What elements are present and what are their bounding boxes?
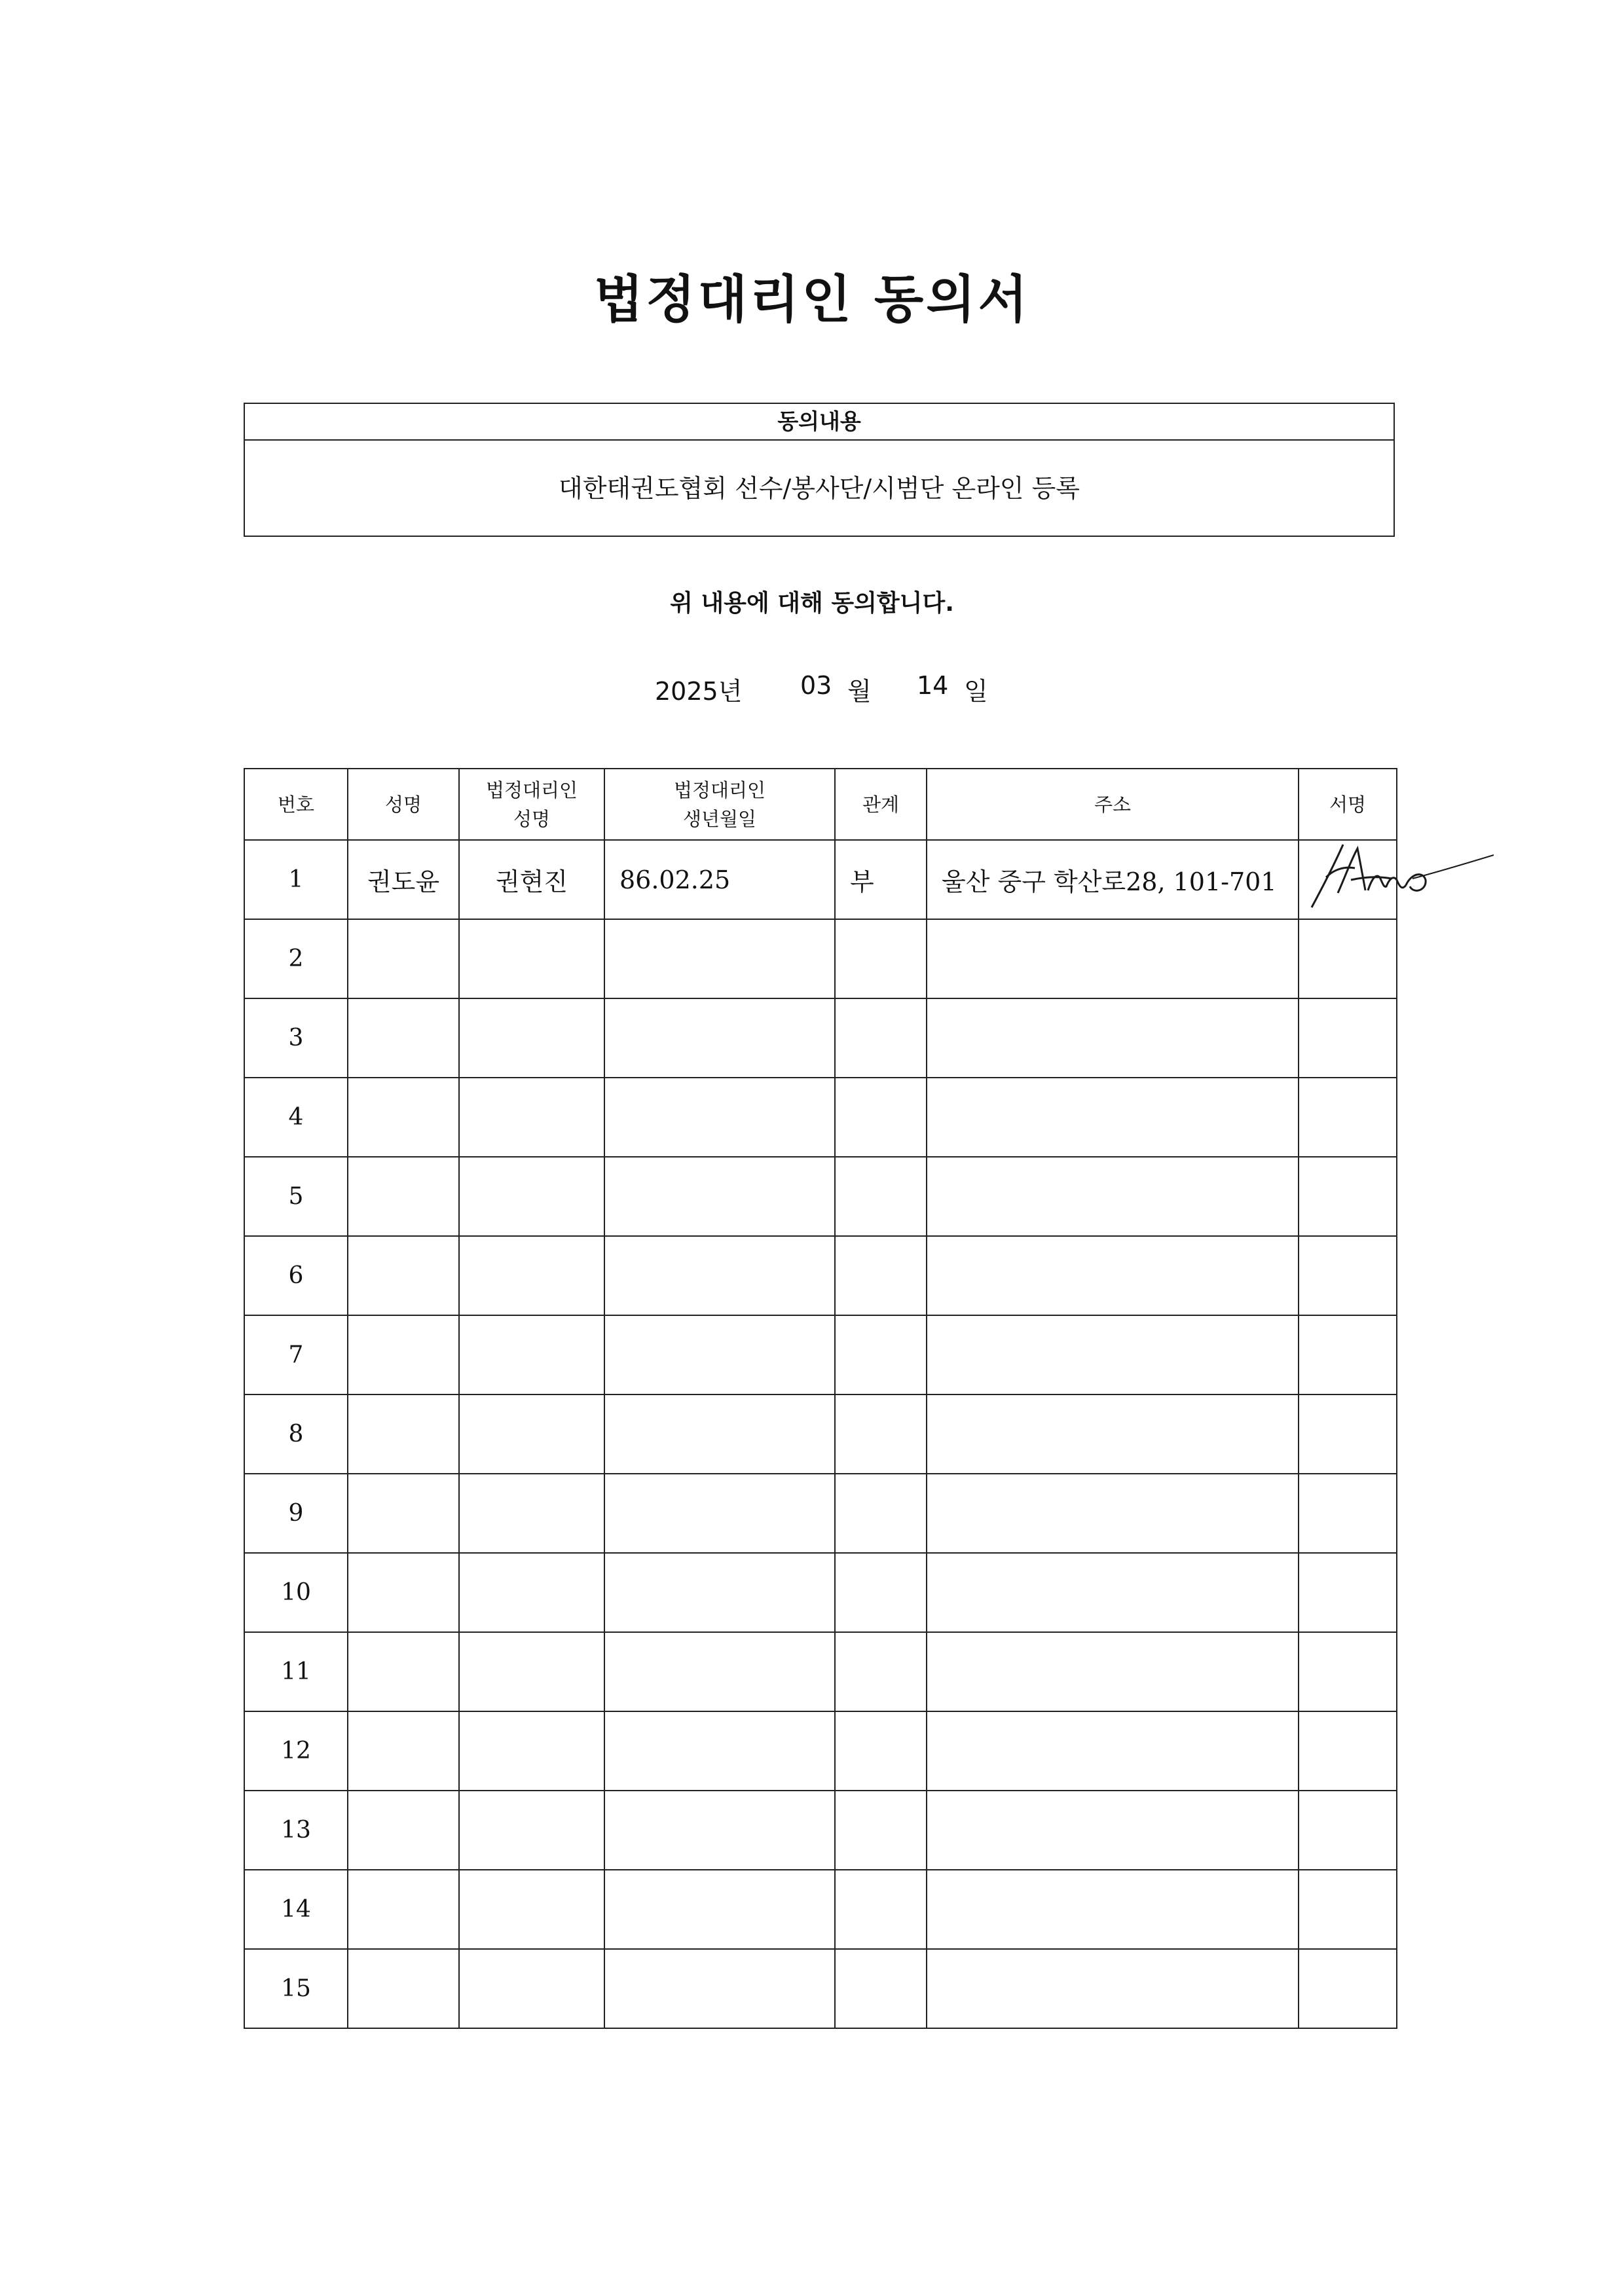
table-row <box>244 1315 1397 1394</box>
cell-guardian-name <box>459 1553 604 1632</box>
date-year: 2025년 <box>655 677 743 706</box>
cell-relation <box>835 1236 927 1315</box>
cell-address: 울산 중구 학산로28, 101-701 <box>927 840 1299 919</box>
cell-guardian-birth <box>604 1315 835 1394</box>
cell-guardian-birth <box>604 1632 835 1711</box>
cell-guardian-birth: 86.02.25 <box>604 840 835 919</box>
table-row <box>244 1711 1397 1791</box>
cell-guardian-name <box>459 1711 604 1791</box>
cell-guardian-name <box>459 1157 604 1236</box>
table-row <box>244 1553 1397 1632</box>
cell-number: 6 <box>244 1236 348 1315</box>
cell-relation <box>835 1870 927 1949</box>
document-title: 법정대리인 동의서 <box>594 270 1030 329</box>
cell-name <box>348 1474 459 1553</box>
cell-number: 14 <box>244 1870 348 1949</box>
cell-address <box>927 998 1299 1078</box>
cell-relation <box>835 1474 927 1553</box>
header-guardian-name-line1: 법정대리인 <box>485 778 578 801</box>
date-day: 14 <box>917 671 949 700</box>
header-guardian-birth-line2: 생년월일 <box>682 807 757 830</box>
cell-guardian-birth <box>604 1791 835 1870</box>
cell-signature <box>1299 1791 1397 1870</box>
cell-number: 1 <box>244 840 348 919</box>
header-guardian-name <box>459 769 604 840</box>
cell-number: 10 <box>244 1553 348 1632</box>
cell-address <box>927 1315 1299 1394</box>
cell-guardian-birth <box>604 1474 835 1553</box>
table-row <box>244 1394 1397 1474</box>
cell-signature <box>1299 1474 1397 1553</box>
cell-relation <box>835 1632 927 1711</box>
cell-name <box>348 1632 459 1711</box>
cell-signature <box>1299 1711 1397 1791</box>
cell-relation <box>835 1949 927 2028</box>
cell-guardian-name <box>459 1078 604 1157</box>
cell-name <box>348 1315 459 1394</box>
cell-address <box>927 1791 1299 1870</box>
cell-signature <box>1299 1632 1397 1711</box>
cell-address <box>927 1078 1299 1157</box>
consent-content-body: 대한태권도협회 선수/봉사단/시범단 온라인 등록 <box>558 474 1080 503</box>
cell-name <box>348 1078 459 1157</box>
cell-guardian-birth <box>604 1711 835 1791</box>
table-row <box>244 1870 1397 1949</box>
cell-guardian-birth <box>604 1236 835 1315</box>
cell-name <box>348 1394 459 1474</box>
cell-name <box>348 919 459 998</box>
cell-signature <box>1299 1870 1397 1949</box>
cell-name <box>348 1236 459 1315</box>
cell-guardian-name: 권현진 <box>459 840 604 919</box>
cell-guardian-name <box>459 1474 604 1553</box>
cell-number: 13 <box>244 1791 348 1870</box>
cell-guardian-name <box>459 1315 604 1394</box>
cell-guardian-birth <box>604 1078 835 1157</box>
table-row <box>244 919 1397 998</box>
cell-name <box>348 998 459 1078</box>
cell-number: 11 <box>244 1632 348 1711</box>
cell-guardian-birth <box>604 1949 835 2028</box>
cell-address <box>927 1711 1299 1791</box>
cell-guardian-name <box>459 1236 604 1315</box>
cell-number: 9 <box>244 1474 348 1553</box>
cell-signature <box>1299 1315 1397 1394</box>
cell-relation <box>835 1315 927 1394</box>
cell-address <box>927 1870 1299 1949</box>
cell-guardian-birth <box>604 1553 835 1632</box>
header-address: 주소 <box>927 769 1299 840</box>
date-day-unit: 일 <box>964 677 988 706</box>
cell-name <box>348 1157 459 1236</box>
table-row <box>244 1157 1397 1236</box>
handwritten-signature <box>1300 830 1496 915</box>
cell-signature <box>1299 998 1397 1078</box>
table-row <box>244 840 1397 919</box>
cell-relation <box>835 919 927 998</box>
cell-guardian-birth <box>604 919 835 998</box>
table-row <box>244 1078 1397 1157</box>
cell-relation <box>835 1711 927 1791</box>
cell-signature <box>1299 919 1397 998</box>
cell-address <box>927 1632 1299 1711</box>
cell-address <box>927 1157 1299 1236</box>
cell-guardian-name <box>459 1791 604 1870</box>
cell-name <box>348 1949 459 2028</box>
cell-number: 7 <box>244 1315 348 1394</box>
cell-number: 8 <box>244 1394 348 1474</box>
cell-number: 12 <box>244 1711 348 1791</box>
cell-signature <box>1299 1394 1397 1474</box>
cell-relation: 부 <box>835 840 927 919</box>
cell-guardian-name <box>459 1870 604 1949</box>
date-month-unit: 월 <box>847 677 872 706</box>
cell-relation <box>835 1394 927 1474</box>
table-row <box>244 1236 1397 1315</box>
cell-relation <box>835 1157 927 1236</box>
guardian-registry-table <box>244 768 1397 2029</box>
header-signature: 서명 <box>1299 769 1397 840</box>
header-name: 성명 <box>348 769 459 840</box>
cell-guardian-name <box>459 919 604 998</box>
table-row <box>244 1949 1397 2028</box>
header-guardian-name-line2: 성명 <box>513 807 551 830</box>
consent-content-box <box>244 403 1395 537</box>
cell-guardian-name <box>459 1949 604 2028</box>
cell-relation <box>835 1078 927 1157</box>
table-row <box>244 1474 1397 1553</box>
cell-number: 3 <box>244 998 348 1078</box>
cell-address <box>927 1394 1299 1474</box>
header-guardian-birth <box>604 769 835 840</box>
cell-address <box>927 1474 1299 1553</box>
cell-guardian-birth <box>604 1870 835 1949</box>
cell-name <box>348 1553 459 1632</box>
cell-address <box>927 1553 1299 1632</box>
cell-signature <box>1299 1078 1397 1157</box>
cell-signature <box>1299 1157 1397 1236</box>
cell-guardian-name <box>459 1632 604 1711</box>
agreement-statement: 위 내용에 대해 동의합니다. <box>670 590 954 617</box>
cell-signature <box>1299 1236 1397 1315</box>
cell-name <box>348 1791 459 1870</box>
header-guardian-birth-line1: 법정대리인 <box>673 778 766 801</box>
cell-number: 15 <box>244 1949 348 2028</box>
cell-guardian-birth <box>604 998 835 1078</box>
header-relation: 관계 <box>835 769 927 840</box>
table-row <box>244 998 1397 1078</box>
cell-relation <box>835 998 927 1078</box>
cell-relation <box>835 1553 927 1632</box>
table-row <box>244 1791 1397 1870</box>
cell-guardian-birth <box>604 1394 835 1474</box>
cell-address <box>927 919 1299 998</box>
cell-guardian-name <box>459 998 604 1078</box>
consent-content-header: 동의내용 <box>245 404 1393 441</box>
cell-name <box>348 1870 459 1949</box>
table-header-row <box>244 769 1397 840</box>
cell-number: 4 <box>244 1078 348 1157</box>
cell-name <box>348 1711 459 1791</box>
cell-guardian-name <box>459 1394 604 1474</box>
cell-signature <box>1299 1553 1397 1632</box>
cell-guardian-birth <box>604 1157 835 1236</box>
cell-relation <box>835 1791 927 1870</box>
cell-number: 2 <box>244 919 348 998</box>
table-row <box>244 1632 1397 1711</box>
cell-signature <box>1299 1949 1397 2028</box>
cell-number: 5 <box>244 1157 348 1236</box>
cell-address <box>927 1949 1299 2028</box>
date-month: 03 <box>800 671 832 700</box>
header-number: 번호 <box>244 769 348 840</box>
cell-address <box>927 1236 1299 1315</box>
cell-name: 권도윤 <box>348 840 459 919</box>
